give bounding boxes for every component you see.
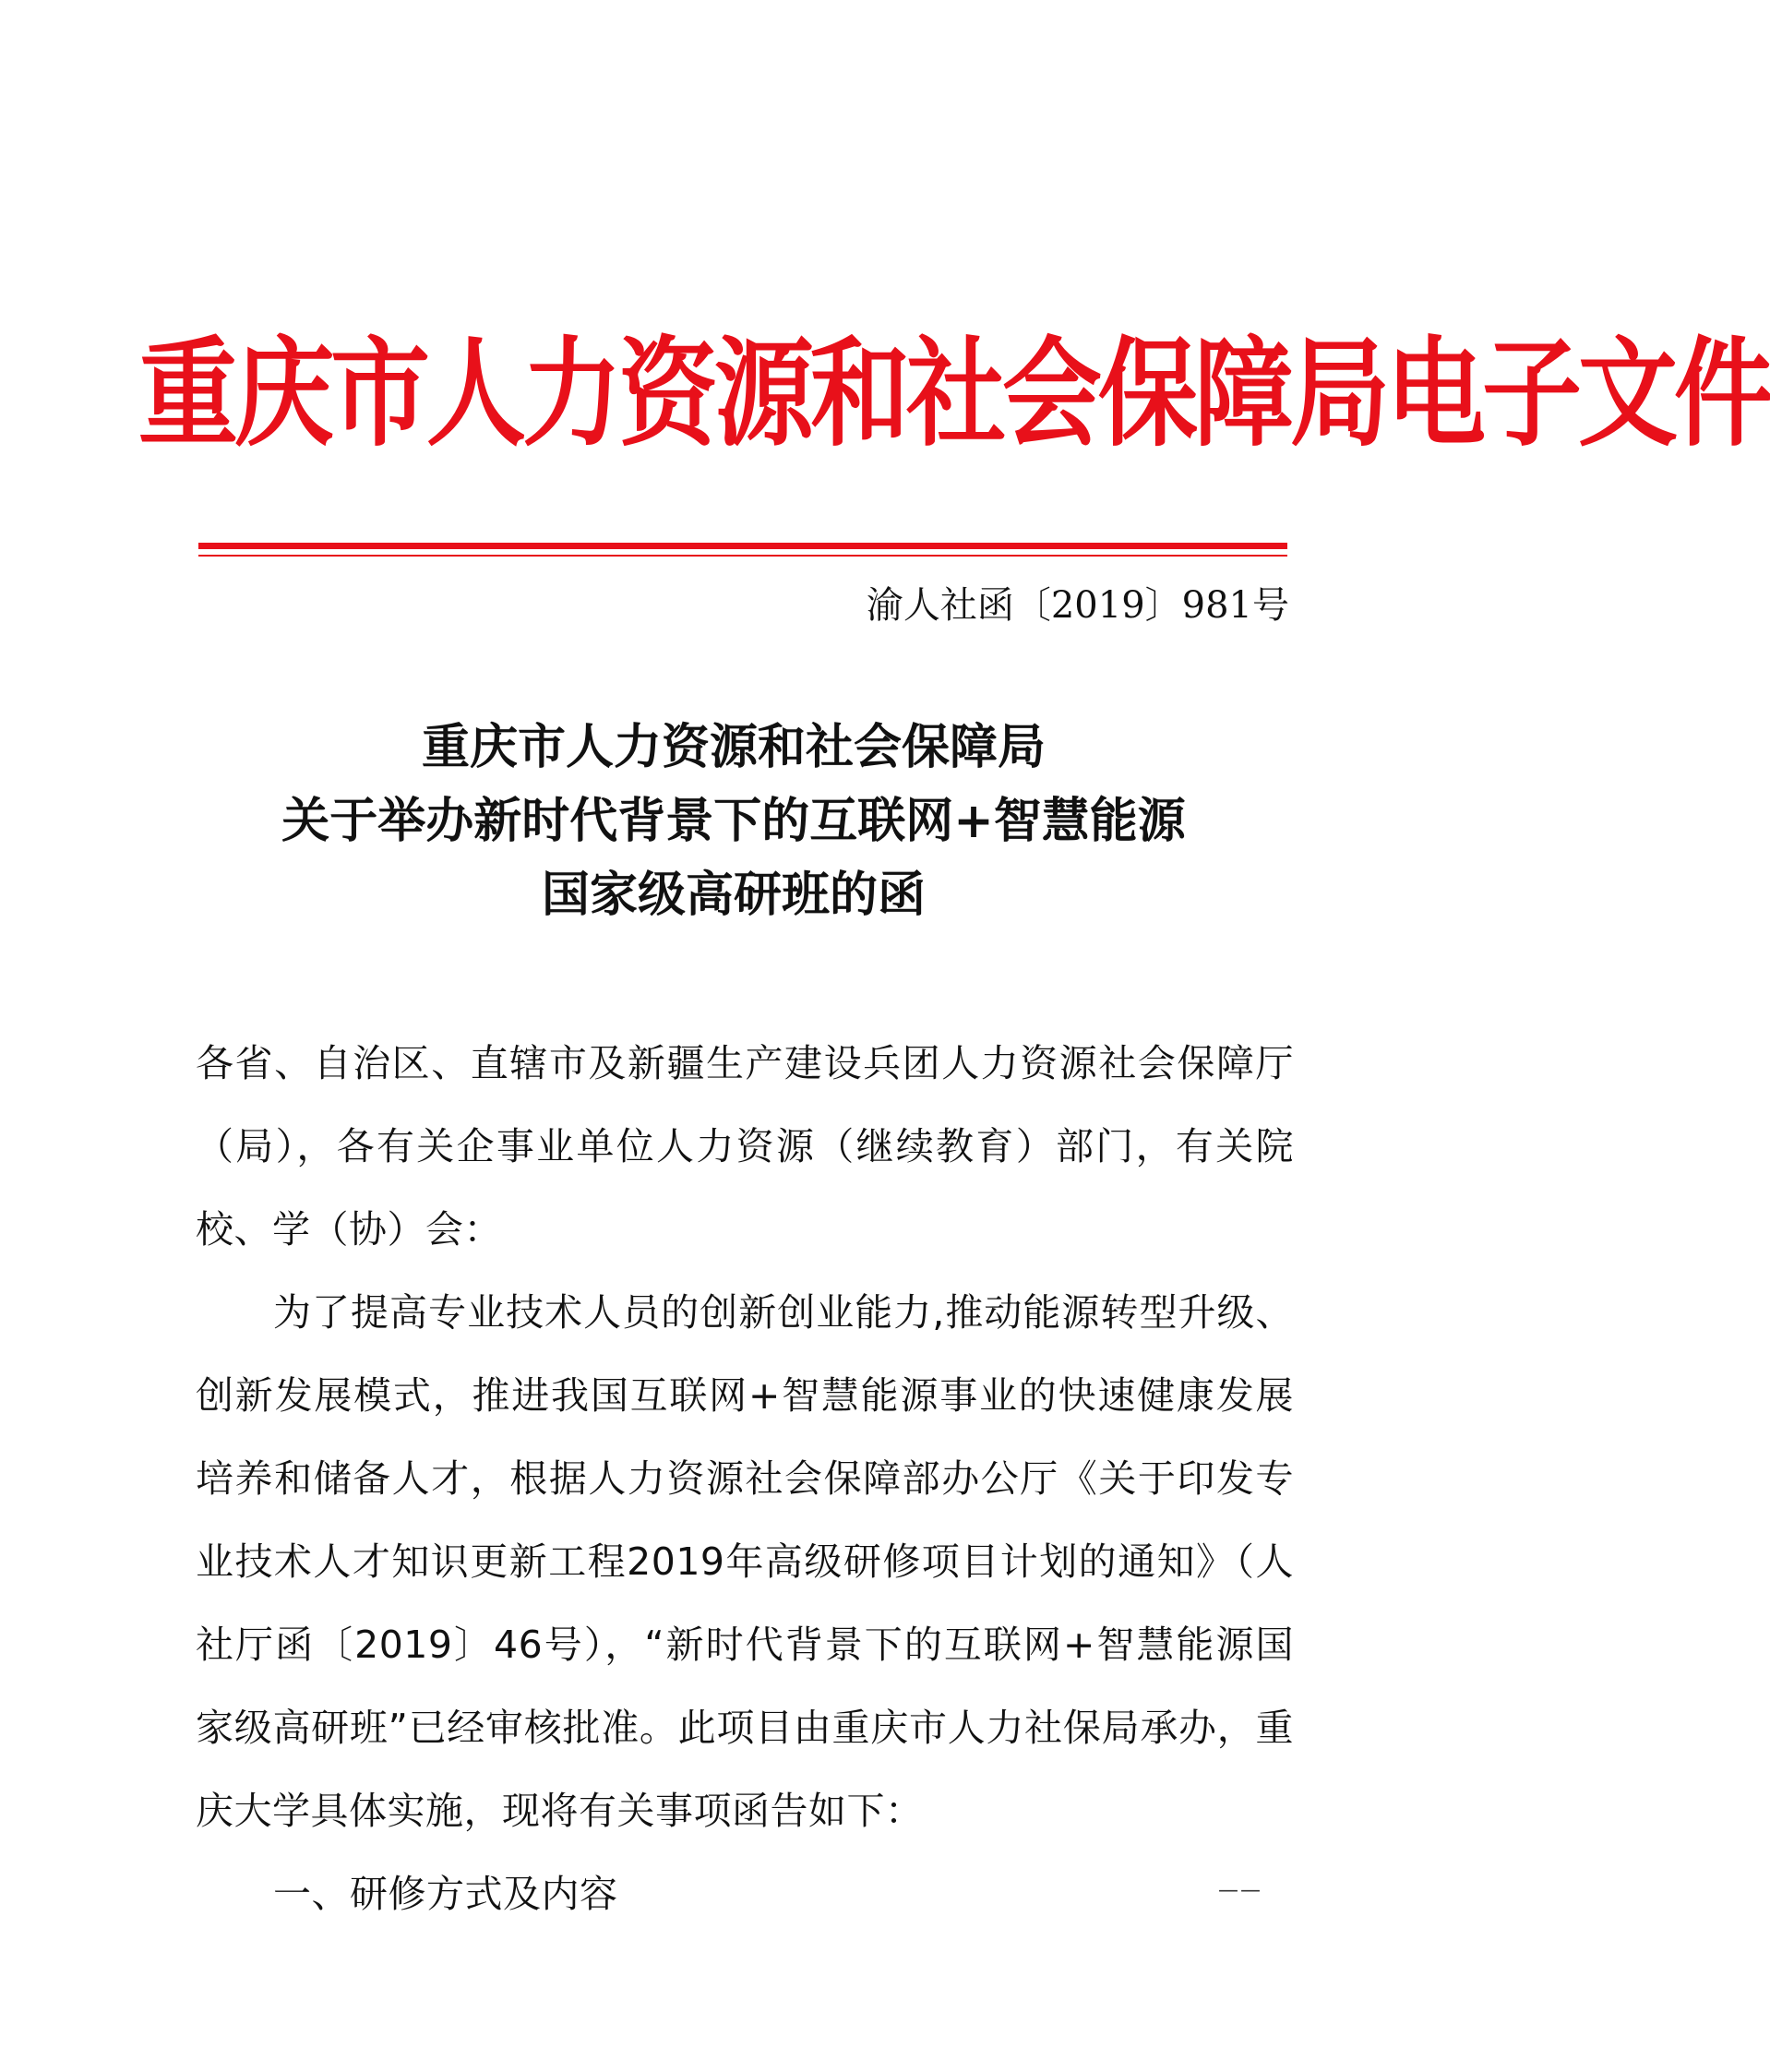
body-paragraph: 为了提高专业技术人员的创新创业能力,推动能源转型升级、创新发展模式，推进我国互联网+智慧能源事业的快速健康发展培养和储备人才，根据人力资源社会保障部办公厅《关于印发专业技术人才知识更新工程2019年高级研修项目计划的通知》（人社厅函〔2019〕46号），“新时代背景下的互联网+智慧能源国家级高研班”已经审核批准。此项目由重庆市人力社保局承办，重庆大学具体实施，现将有关事项函告如下： (196, 1290, 1294, 1833)
section-heading: 一、研修方式及内容 (273, 1872, 618, 1916)
masthead-rule-thin (198, 555, 1287, 557)
page-number-mark: —— (1218, 1879, 1262, 1902)
title-line-1: 重庆市人力资源和社会保障局 (421, 719, 1046, 775)
document-body (196, 1022, 1294, 1935)
addressee-paragraph: 各省、自治区、直辖市及新疆生产建设兵团人力资源社会保障厅（局），各有关企事业单位人力资源（继续教育）部门，有关院校、学（协）会： (196, 1041, 1294, 1252)
masthead-rule-thick (198, 543, 1287, 549)
document-number: 渝人社函〔2019〕981号 (866, 584, 1289, 627)
title-line-2: 关于举办新时代背景下的互联网+智慧能源 (281, 793, 1186, 849)
masthead-title: 重庆市人力资源和社会保障局电子文件 (138, 326, 1770, 463)
title-line-3: 国家级高研班的函 (541, 867, 926, 923)
document-title (138, 711, 1329, 932)
